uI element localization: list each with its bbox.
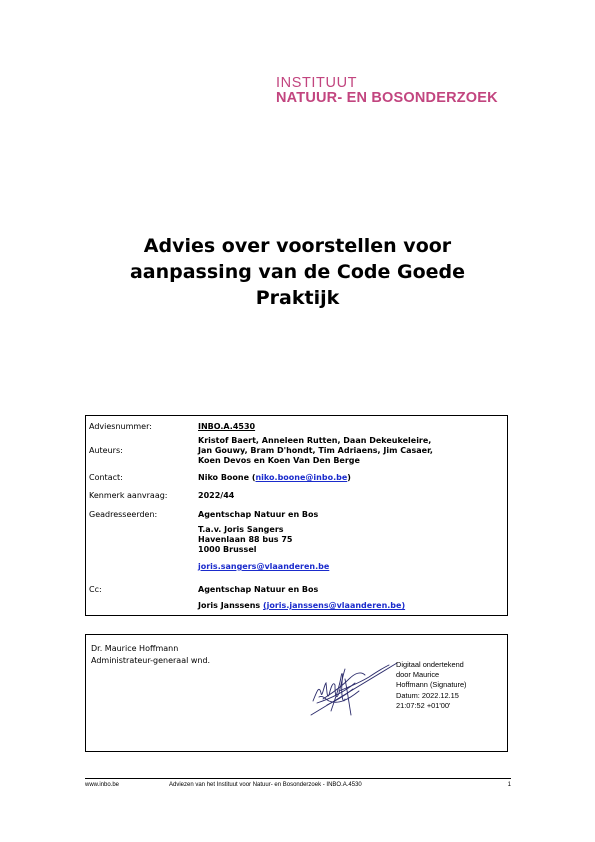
kenmerk-value: 2022/44 xyxy=(198,491,235,500)
geadresseerden-email-link[interactable]: joris.sangers@vlaanderen.be xyxy=(198,562,330,571)
geadresseerden-org: Agentschap Natuur en Bos xyxy=(198,510,319,519)
footer-website: www.inbo.be xyxy=(85,782,120,788)
logo-line-2: NATUUR- EN BOSONDERZOEK xyxy=(276,90,498,107)
contact-email-link[interactable]: niko.boone@inbo.be xyxy=(255,473,348,482)
cc-org: Agentschap Natuur en Bos xyxy=(198,585,319,594)
geadresseerden-label: Geadresseerden: xyxy=(89,510,158,519)
auteurs-value xyxy=(198,436,503,466)
signatory-role: Administrateur-generaal wnd. xyxy=(91,656,211,665)
contact-close: ) xyxy=(347,473,351,482)
digital-line-3: Hoffmann (Signature) xyxy=(396,680,467,690)
handwritten-signature-icon xyxy=(309,655,397,717)
auteurs-line-2: Jan Gouwy, Bram D'hondt, Tim Adriaens, Jim Casaer, xyxy=(198,446,433,455)
title-line-3: Praktijk xyxy=(255,287,340,309)
signature-box xyxy=(85,634,508,752)
kenmerk-label: Kenmerk aanvraag: xyxy=(89,491,168,500)
adviesnummer-label: Adviesnummer: xyxy=(89,422,152,431)
digital-line-2: door Maurice xyxy=(396,670,440,680)
geadresseerden-addr-3: 1000 Brussel xyxy=(198,545,257,554)
logo-line-1: INSTITUUT xyxy=(276,75,358,91)
contact-value xyxy=(198,473,503,483)
inbo-logo xyxy=(276,76,498,106)
auteurs-line-3: Koen Devos en Koen Van Den Berge xyxy=(198,456,360,465)
digital-line-1: Digitaal ondertekend xyxy=(396,660,464,669)
signatory xyxy=(91,643,210,667)
cc-name: Joris Janssens xyxy=(198,601,263,610)
geadresseerden-value xyxy=(198,510,503,572)
digital-line-5: 21:07:52 +01'00' xyxy=(396,700,451,710)
document-title xyxy=(90,233,505,311)
footer-center-text: Adviezen van het Instituut voor Natuur- en Bosonderzoek - INBO.A.4530 xyxy=(169,782,362,788)
cc-email-link[interactable]: (joris.janssens@vlaanderen.be) xyxy=(262,601,406,610)
adviesnummer-value: INBO.A.4530 xyxy=(198,422,256,431)
page-footer xyxy=(85,778,511,788)
cc-label: Cc: xyxy=(89,585,102,594)
digital-line-4: Datum: 2022.12.15 xyxy=(396,690,459,700)
contact-name: Niko Boone ( xyxy=(198,473,256,482)
contact-label: Contact: xyxy=(89,473,123,482)
title-line-2: aanpassing van de Code Goede xyxy=(129,261,466,283)
signatory-name: Dr. Maurice Hoffmann xyxy=(91,644,179,653)
auteurs-label: Auteurs: xyxy=(89,446,123,455)
info-box xyxy=(85,415,508,616)
geadresseerden-addr-1: T.a.v. Joris Sangers xyxy=(198,525,284,534)
title-line-1: Advies over voorstellen voor xyxy=(143,235,452,257)
cc-value xyxy=(198,585,503,611)
digital-signature-text xyxy=(396,660,467,711)
footer-page-number: 1 xyxy=(507,782,511,788)
geadresseerden-addr-2: Havenlaan 88 bus 75 xyxy=(198,535,293,544)
auteurs-line-1: Kristof Baert, Anneleen Rutten, Daan Dekeukeleire, xyxy=(198,436,432,445)
